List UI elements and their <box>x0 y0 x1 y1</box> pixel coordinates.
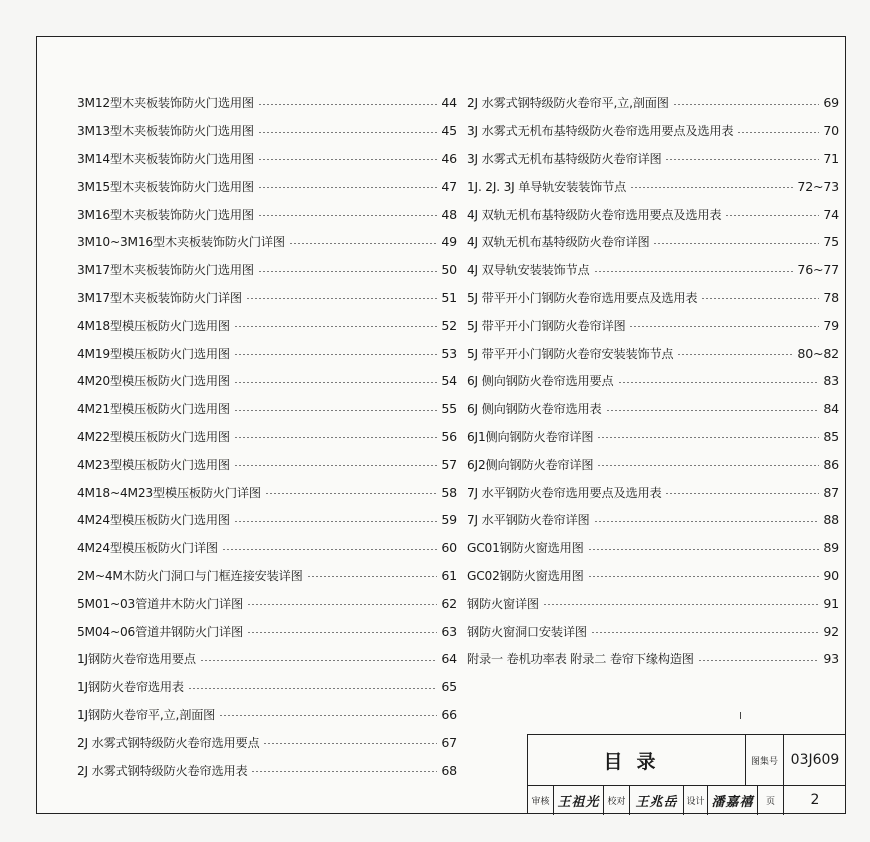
toc-entry-title: 钢防火窗详图 <box>467 596 539 611</box>
toc-entry <box>77 756 457 784</box>
toc-entry-page: 45 <box>441 123 457 139</box>
toc-entry-title: 3M12型木夹板装饰防火门选用图 <box>77 96 254 111</box>
toc-entry-title: 1J钢防火卷帘选用表 <box>77 680 184 695</box>
dot-leader <box>629 326 819 327</box>
dot-leader <box>588 549 820 550</box>
toc-entry-title: 6J 侧向钢防火卷帘选用要点 <box>467 374 614 389</box>
toc-entry-page: 44 <box>441 95 457 111</box>
toc-entry-title: GC02钢防火窗选用图 <box>467 568 584 583</box>
drawing-frame <box>36 36 846 814</box>
toc-entry-title: 4J 双轨无机布基特级防火卷帘详图 <box>467 235 650 250</box>
toc-entry <box>77 145 457 173</box>
toc-entry-title: 2J 水雾式钢特级防火卷帘平,立,剖面图 <box>467 96 669 111</box>
toc-entry <box>467 89 839 117</box>
toc-entry-page: 57 <box>441 456 457 472</box>
toc-entry-page: 88 <box>823 512 839 528</box>
toc-entry-page: 59 <box>441 512 457 528</box>
dot-leader <box>698 660 820 661</box>
dot-leader <box>701 298 819 299</box>
toc-entry <box>467 367 839 395</box>
dot-leader <box>222 549 437 550</box>
toc-entry <box>467 117 839 145</box>
toc-entry-title: 1J钢防火卷帘平,立,剖面图 <box>77 707 216 722</box>
dot-leader <box>234 382 438 383</box>
toc-entry-page: 84 <box>823 401 839 417</box>
dot-leader <box>594 271 794 272</box>
toc-entry-page: 48 <box>441 206 457 222</box>
toc-entry-page: 67 <box>441 734 457 750</box>
toc-entry-page: 68 <box>441 762 457 778</box>
toc-entry <box>77 117 457 145</box>
check-label: 校对 <box>604 785 630 815</box>
toc-entry <box>467 284 839 312</box>
toc-entry <box>467 395 839 423</box>
toc-entry <box>77 617 457 645</box>
dot-leader <box>246 298 438 299</box>
dot-leader <box>234 521 438 522</box>
toc-entry <box>467 423 839 451</box>
toc-entry-title: 3M14型木夹板装饰防火门选用图 <box>77 151 254 166</box>
toc-entry <box>467 339 839 367</box>
dot-leader <box>258 132 438 133</box>
toc-entry-page: 63 <box>441 623 457 639</box>
dot-leader <box>677 354 793 355</box>
dot-leader <box>737 132 819 133</box>
toc-entry <box>77 589 457 617</box>
toc-entry <box>467 256 839 284</box>
toc-entry <box>467 200 839 228</box>
toc-entry-page: 83 <box>823 373 839 389</box>
toc-entry-page: 46 <box>441 150 457 166</box>
dot-leader <box>258 187 438 188</box>
toc-entry-page: 62 <box>441 595 457 611</box>
design-label: 设计 <box>684 785 708 815</box>
toc-entry-title: 4M24型模压板防火门详图 <box>77 541 218 556</box>
dot-leader <box>307 576 438 577</box>
dot-leader <box>234 326 438 327</box>
dot-leader <box>665 159 819 160</box>
toc-entry-page: 66 <box>441 706 457 722</box>
toc-entry-page: 49 <box>441 234 457 250</box>
page-number: 2 <box>810 792 820 808</box>
toc-entry-page: 75 <box>823 234 839 250</box>
toc-entry-page: 91 <box>823 595 839 611</box>
toc-entry <box>77 339 457 367</box>
toc-entry-title: 5J 带平开小门钢防火卷帘安装装饰节点 <box>467 346 674 361</box>
toc-entry <box>467 645 839 673</box>
toc-entry-page: 47 <box>441 178 457 194</box>
dot-leader <box>258 159 438 160</box>
toc-entry-title: 4J 双轨无机布基特级防火卷帘选用要点及选用表 <box>467 207 722 222</box>
toc-entry <box>77 284 457 312</box>
review-label: 审核 <box>528 785 554 815</box>
check-signature: 王兆岳 <box>630 785 684 815</box>
toc-entry-page: 61 <box>441 567 457 583</box>
toc-entry-page: 80~82 <box>797 345 839 361</box>
toc-entry <box>467 478 839 506</box>
toc-entry <box>467 311 839 339</box>
toc-entry-title: 5M04~06管道井钢防火门详图 <box>77 624 243 639</box>
toc-entry-title: 4M19型模压板防火门选用图 <box>77 346 230 361</box>
dot-leader <box>251 771 437 772</box>
toc-entry-title: 4M18~4M23型模压板防火门详图 <box>77 485 261 500</box>
toc-entry-title: 5J 带平开小门钢防火卷帘选用要点及选用表 <box>467 290 698 305</box>
dot-leader <box>665 493 819 494</box>
page-label: 页 <box>758 785 784 815</box>
toc-entry-title: 3J 水雾式无机布基特级防火卷帘详图 <box>467 151 662 166</box>
toc-entry-page: 60 <box>441 540 457 556</box>
toc-entry-title: 4J 双导轨安装装饰节点 <box>467 263 590 278</box>
toc-entry-title: 6J1侧向钢防火卷帘详图 <box>467 429 594 444</box>
dot-leader <box>234 437 438 438</box>
atlas-number-label: 图集号 <box>746 735 784 785</box>
dot-leader <box>219 715 437 716</box>
toc-entry-page: 70 <box>823 123 839 139</box>
dot-leader <box>597 465 819 466</box>
dot-leader <box>543 604 819 605</box>
toc-entry-title: 5J 带平开小门钢防火卷帘详图 <box>467 318 626 333</box>
toc-entry-title: 4M21型模压板防火门选用图 <box>77 402 230 417</box>
toc-entry <box>77 89 457 117</box>
toc-entry-page: 55 <box>441 401 457 417</box>
toc-entry-page: 71 <box>823 150 839 166</box>
toc-entry-title: 钢防火窗洞口安装详图 <box>467 624 587 639</box>
toc-entry-title: 3M13型木夹板装饰防火门选用图 <box>77 124 254 139</box>
toc-entry-page: 93 <box>823 651 839 667</box>
toc-entry <box>77 450 457 478</box>
toc-entry <box>467 450 839 478</box>
toc-entry-title: 4M20型模压板防火门选用图 <box>77 374 230 389</box>
toc-entry-page: 79 <box>823 317 839 333</box>
toc-entry-title: 6J 侧向钢防火卷帘选用表 <box>467 402 602 417</box>
toc-entry-page: 87 <box>823 484 839 500</box>
toc-entry-title: 3J 水雾式无机布基特级防火卷帘选用要点及选用表 <box>467 124 734 139</box>
toc-entry-page: 74 <box>823 206 839 222</box>
toc-entry-page: 64 <box>441 651 457 667</box>
title-block <box>527 734 845 814</box>
toc-entry-page: 90 <box>823 567 839 583</box>
toc-entry-title: 1J. 2J. 3J 单导轨安装装饰节点 <box>467 179 627 194</box>
toc-entry <box>467 589 839 617</box>
dot-leader <box>594 521 820 522</box>
toc-entry <box>467 228 839 256</box>
toc-entry-title: GC01钢防火窗选用图 <box>467 541 584 556</box>
toc-entry-page: 86 <box>823 456 839 472</box>
toc-left-column <box>77 89 457 784</box>
dot-leader <box>591 632 819 633</box>
dot-leader <box>263 743 437 744</box>
toc-entry-page: 53 <box>441 345 457 361</box>
toc-entry-title: 4M23型模压板防火门选用图 <box>77 457 230 472</box>
toc-entry-title: 3M17型木夹板装饰防火门详图 <box>77 290 242 305</box>
dot-leader <box>673 104 820 105</box>
dot-leader <box>247 604 437 605</box>
toc-entry <box>77 701 457 729</box>
toc-entry-title: 7J 水平钢防火卷帘详图 <box>467 513 590 528</box>
toc-entry-title: 1J钢防火卷帘选用要点 <box>77 652 196 667</box>
toc-entry <box>467 172 839 200</box>
toc-entry <box>77 728 457 756</box>
toc-entry-title: 4M18型模压板防火门选用图 <box>77 318 230 333</box>
title-block-top <box>528 735 845 786</box>
toc-entry-page: 58 <box>441 484 457 500</box>
toc-entry <box>77 256 457 284</box>
toc-entry <box>77 534 457 562</box>
toc-entry <box>77 395 457 423</box>
design-signature: 潘嘉禧 <box>708 785 758 815</box>
dot-leader <box>653 243 819 244</box>
toc-entry-title: 3M16型木夹板装饰防火门选用图 <box>77 207 254 222</box>
toc-entry-page: 76~77 <box>797 262 839 278</box>
dot-leader <box>606 410 820 411</box>
toc-entry-title: 5M01~03管道井木防火门详图 <box>77 596 243 611</box>
toc-entry-page: 69 <box>823 95 839 111</box>
dot-leader <box>265 493 438 494</box>
toc-entry <box>77 367 457 395</box>
toc-entry-page: 85 <box>823 428 839 444</box>
dot-leader <box>258 104 438 105</box>
dot-leader <box>630 187 793 188</box>
toc-entry <box>467 534 839 562</box>
toc-entry-page: 89 <box>823 540 839 556</box>
toc-right-column <box>467 89 839 673</box>
dot-leader <box>258 271 438 272</box>
toc-entry <box>467 562 839 590</box>
dot-leader <box>258 215 438 216</box>
toc-entry-title: 3M15型木夹板装饰防火门选用图 <box>77 179 254 194</box>
toc-entry-title: 4M22型模压板防火门选用图 <box>77 429 230 444</box>
dot-leader <box>188 688 438 689</box>
toc-entry-page: 56 <box>441 428 457 444</box>
dot-leader <box>234 354 438 355</box>
toc-entry-page: 50 <box>441 262 457 278</box>
toc-entry-page: 72~73 <box>797 178 839 194</box>
toc-entry-page: 65 <box>441 679 457 695</box>
dot-leader <box>200 660 438 661</box>
toc-entry <box>467 145 839 173</box>
toc-entry <box>77 200 457 228</box>
dot-leader <box>597 437 819 438</box>
toc-entry <box>77 423 457 451</box>
toc-entry <box>77 673 457 701</box>
toc-entry <box>77 172 457 200</box>
toc-entry <box>77 506 457 534</box>
toc-entry <box>467 506 839 534</box>
dot-leader <box>247 632 437 633</box>
dot-leader <box>725 215 819 216</box>
toc-entry-page: 51 <box>441 289 457 305</box>
dot-leader <box>289 243 438 244</box>
document-title: 目录 <box>528 735 746 785</box>
toc-entry-page: 92 <box>823 623 839 639</box>
toc-entry-page: 78 <box>823 289 839 305</box>
scan-mark <box>740 712 741 719</box>
title-block-signatures <box>528 785 845 815</box>
toc-entry-title: 7J 水平钢防火卷帘选用要点及选用表 <box>467 485 662 500</box>
toc-entry-title: 附录一 卷机功率表 附录二 卷帘下缘构造图 <box>467 652 694 667</box>
toc-entry-title: 4M24型模压板防火门选用图 <box>77 513 230 528</box>
toc-entry-page: 52 <box>441 317 457 333</box>
toc-entry-title: 3M17型木夹板装饰防火门选用图 <box>77 263 254 278</box>
toc-entry-title: 2M~4M木防火门洞口与门框连接安装详图 <box>77 568 303 583</box>
dot-leader <box>234 465 438 466</box>
toc-entry <box>77 311 457 339</box>
toc-entry <box>77 478 457 506</box>
dot-leader <box>588 576 820 577</box>
toc-entry-title: 3M10~3M16型木夹板装饰防火门详图 <box>77 235 285 250</box>
toc-entry-title: 2J 水雾式钢特级防火卷帘选用要点 <box>77 735 260 750</box>
atlas-number: 03J609 <box>790 752 840 768</box>
review-signature: 王祖光 <box>554 785 604 815</box>
toc-entry-title: 2J 水雾式钢特级防火卷帘选用表 <box>77 763 248 778</box>
toc-entry <box>77 562 457 590</box>
toc-entry-page: 54 <box>441 373 457 389</box>
toc-entry <box>77 228 457 256</box>
toc-entry <box>77 645 457 673</box>
dot-leader <box>234 410 438 411</box>
toc-entry <box>467 617 839 645</box>
toc-entry-title: 6J2侧向钢防火卷帘详图 <box>467 457 594 472</box>
dot-leader <box>618 382 820 383</box>
